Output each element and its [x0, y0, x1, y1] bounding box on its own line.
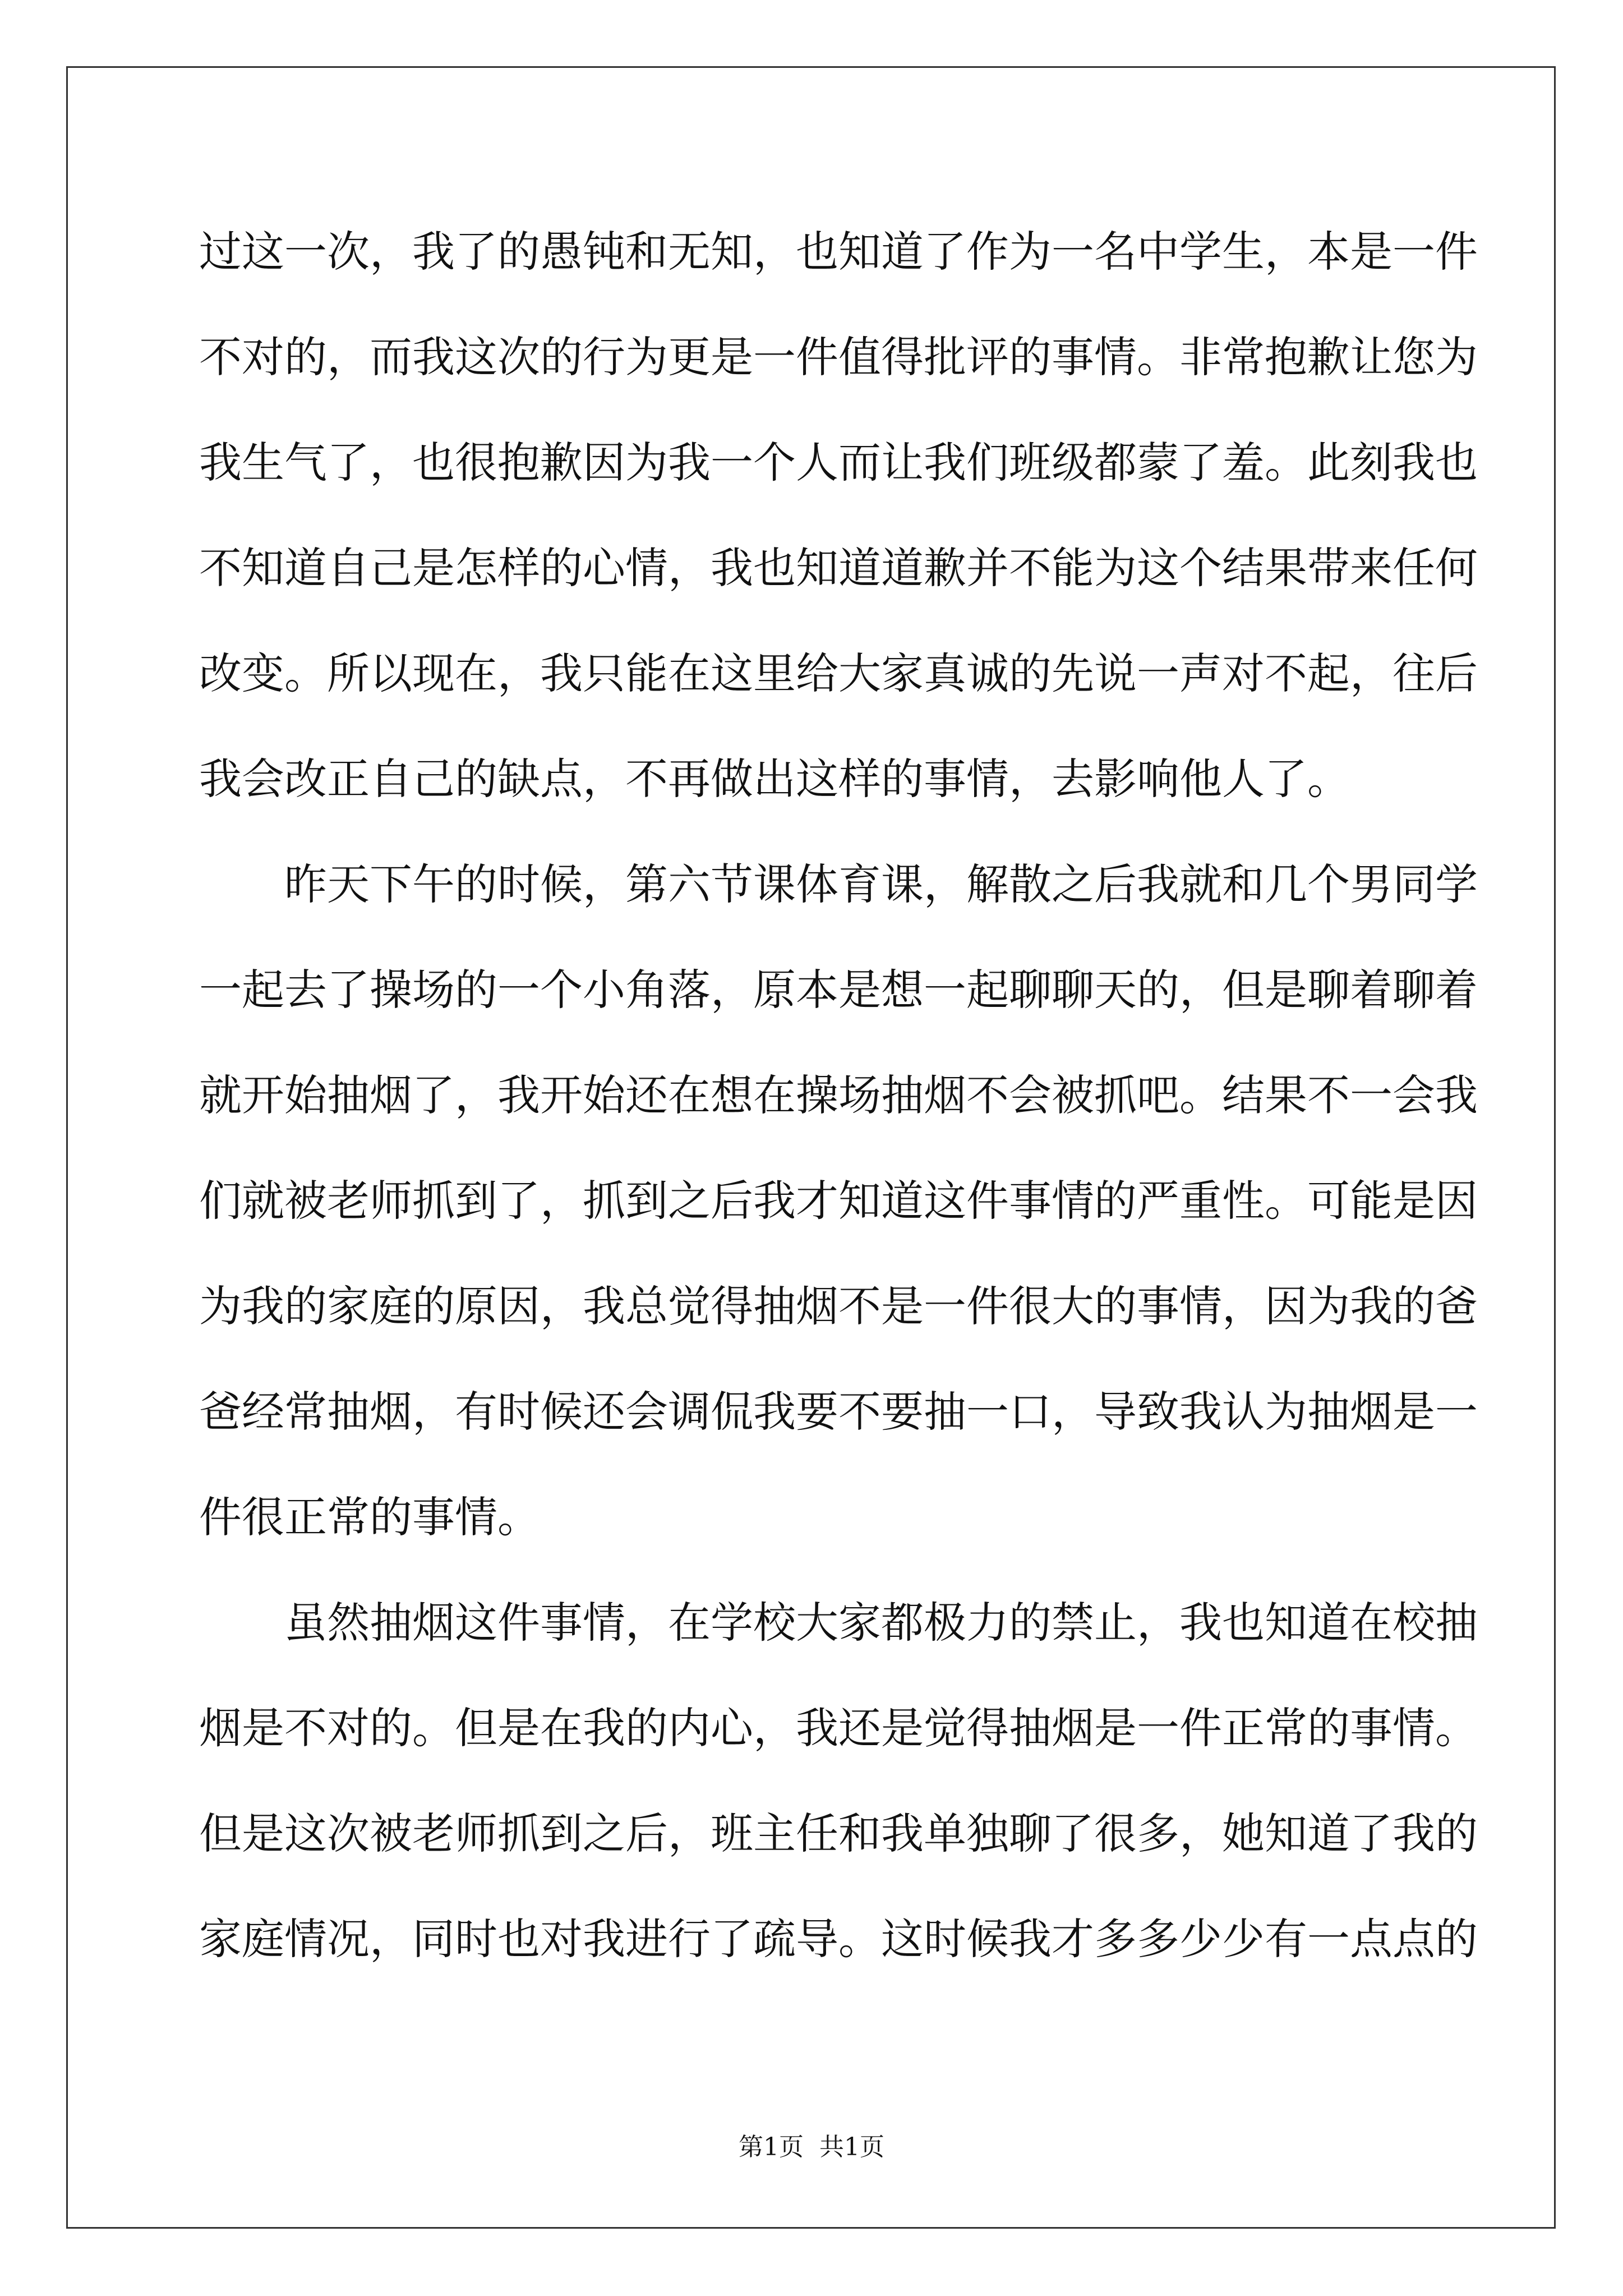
text-line: 一起去了操场的一个小角落，原本是想一起聊聊天的，但是聊着聊着 — [199, 965, 1478, 1015]
page-footer: 第1页 共1页 — [739, 2133, 884, 2161]
text-line: 为我的家庭的原因，我总觉得抽烟不是一件很大的事情，因为我的爸 — [199, 1281, 1478, 1331]
text-line: 过这一次，我了的愚钝和无知，也知道了作为一名中学生，本是一件 — [199, 227, 1478, 277]
text-line: 家庭情况，同时也对我进行了疏导。这时候我才多多少少有一点点的 — [199, 1914, 1478, 1964]
paragraph-start-line: 虽然抽烟这件事情，在学校大家都极力的禁止，我也知道在校抽 — [284, 1598, 1478, 1648]
text-line: 烟是不对的。但是在我的内心，我还是觉得抽烟是一件正常的事情。 — [199, 1703, 1478, 1753]
text-line: 爸经常抽烟，有时候还会调侃我要不要抽一口，导致我认为抽烟是一 — [199, 1387, 1478, 1437]
text-line: 改变。所以现在，我只能在这里给大家真诚的先说一声对不起，往后 — [199, 648, 1478, 698]
text-line: 我会改正自己的缺点，不再做出这样的事情，去影响他人了。 — [199, 754, 1350, 804]
text-line: 件很正常的事情。 — [199, 1492, 540, 1542]
text-line: 们就被老师抓到了，抓到之后我才知道这件事情的严重性。可能是因 — [199, 1176, 1478, 1226]
document-body — [199, 199, 1478, 1992]
paragraph-start-line: 昨天下午的时候，第六节课体育课，解散之后我就和几个男同学 — [284, 859, 1478, 909]
text-line: 但是这次被老师抓到之后，班主任和我单独聊了很多，她知道了我的 — [199, 1809, 1478, 1858]
text-line: 就开始抽烟了，我开始还在想在操场抽烟不会被抓吧。结果不一会我 — [199, 1070, 1478, 1120]
text-line: 我生气了，也很抱歉因为我一个人而让我们班级都蒙了羞。此刻我也 — [199, 438, 1478, 487]
text-line: 不对的，而我这次的行为更是一件值得批评的事情。非常抱歉让您为 — [199, 332, 1478, 382]
text-line: 不知道自己是怎样的心情，我也知道道歉并不能为这个结果带来任何 — [199, 543, 1478, 593]
